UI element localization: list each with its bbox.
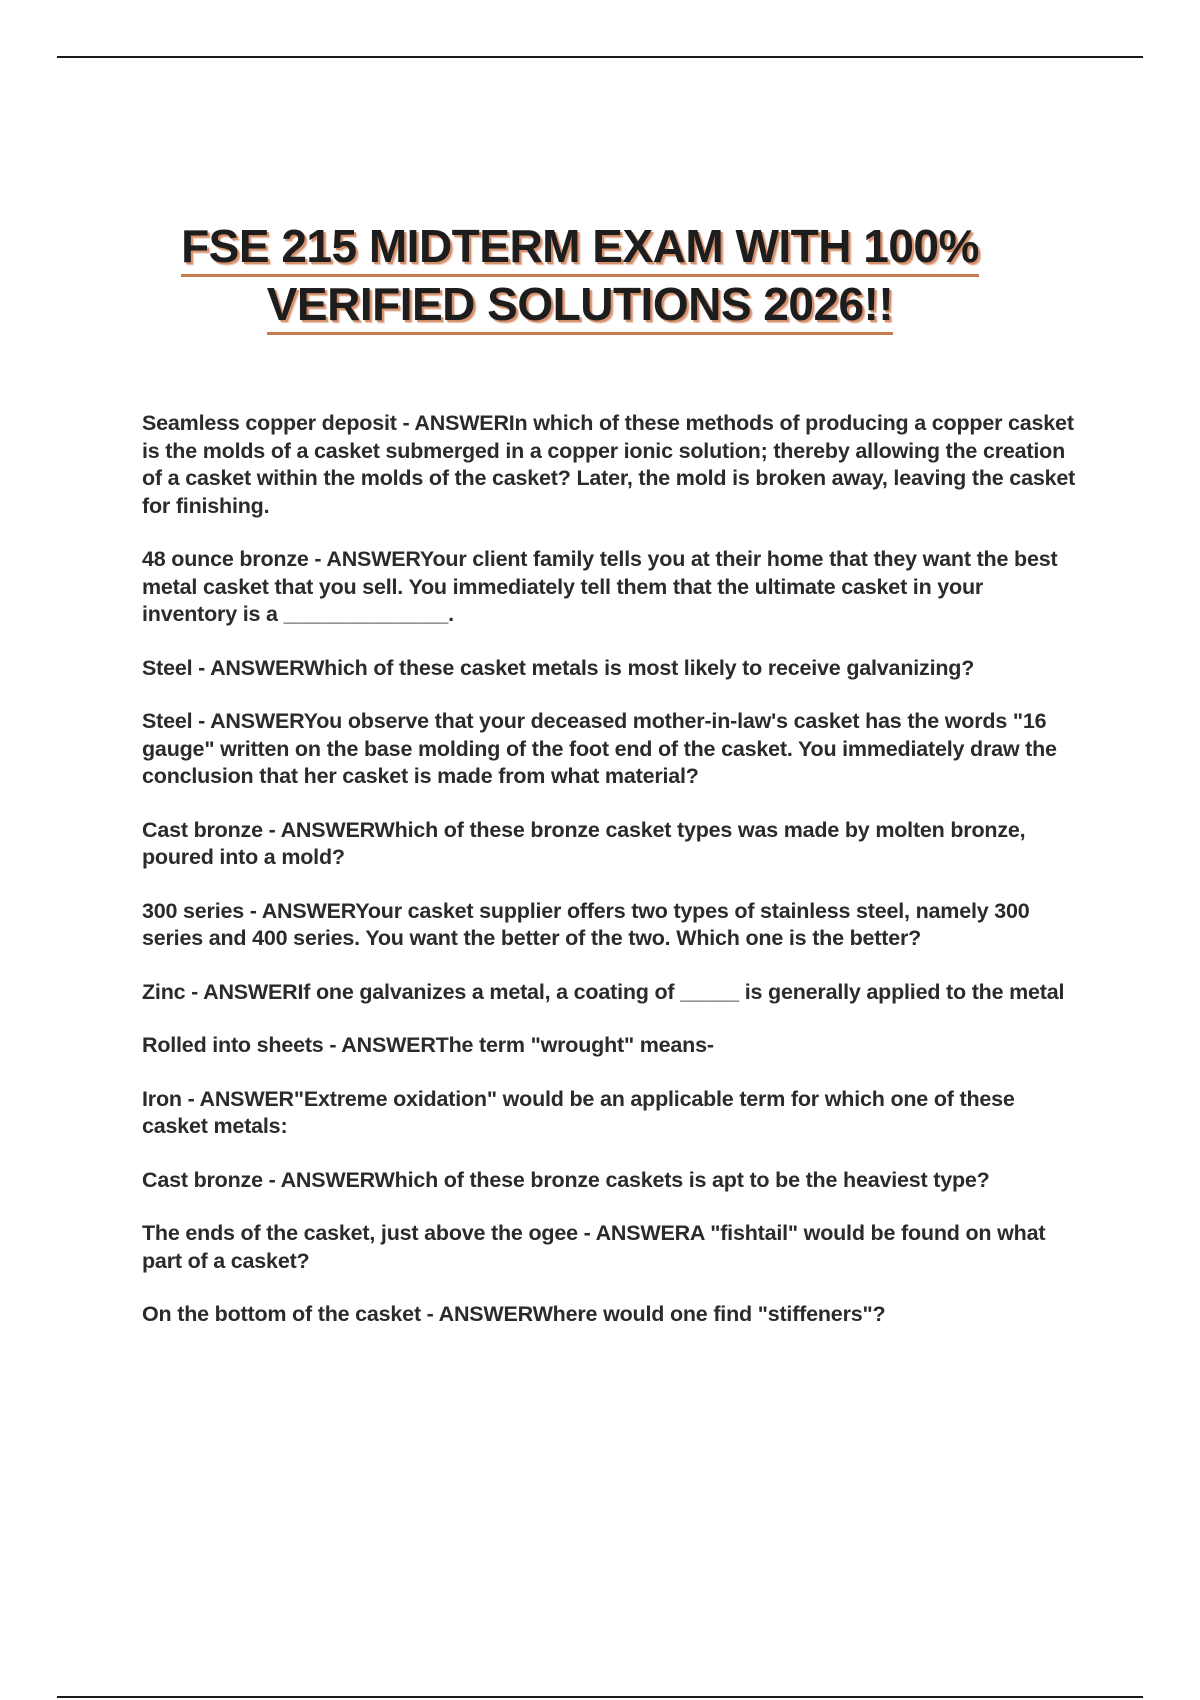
- answer-text: Cast bronze: [142, 817, 263, 842]
- qa-entry: [142, 898, 1082, 953]
- title-line-1: FSE 215 MIDTERM EXAM WITH 100%: [181, 218, 979, 277]
- question-text: Which of these bronze casket types was made by molten bronze, poured into a mold?: [142, 817, 1026, 869]
- qa-entry: [142, 546, 1082, 629]
- answer-marker: - ANSWER: [192, 655, 305, 680]
- question-text: Where would one find "stiffeners"?: [532, 1302, 886, 1326]
- answer-text: Steel: [142, 709, 193, 733]
- question-text: Which of these casket metals is most likely to receive galvanizing?: [304, 655, 975, 680]
- question-text: You observe that your deceased mother-in-law's casket has the words "16 gauge" written on the base molding of the foot end of the casket. You immediately draw the conclusion that her casket is made from what material?: [142, 709, 1057, 788]
- question-text: If one galvanizes a metal, a coating of _____ is generally applied to the metal: [297, 979, 1065, 1004]
- qa-entry: [142, 1220, 1082, 1275]
- title-line-2: VERIFIED SOLUTIONS 2026!!: [267, 276, 894, 335]
- question-text: In which of these methods of producing a copper casket is the molds of a casket submerged in a copper ionic solution; thereby allowing the creation of a casket within the molds of the casket? Later, the mold is broken away, leaving the casket for finishing.: [142, 411, 1076, 518]
- answer-text: 300 series: [142, 898, 245, 923]
- answer-text: On the bottom of the casket: [142, 1302, 421, 1326]
- question-text: Your casket supplier offers two types of stainless steel, namely 300 series and 400 series. You want the better of the two. Which one is the better?: [142, 898, 1030, 950]
- top-rule: [57, 56, 1143, 58]
- answer-text: Zinc: [142, 979, 186, 1004]
- qa-entry: [142, 1032, 1082, 1060]
- answer-marker: - ANSWER: [420, 1302, 533, 1326]
- answer-marker: - ANSWER: [396, 411, 509, 435]
- answer-text: 48 ounce bronze: [142, 547, 309, 571]
- question-text: A "fishtail" would be found on what part of a casket?: [142, 1221, 1046, 1273]
- question-text: The term "wrought" means-: [435, 1033, 714, 1057]
- answer-marker: - ANSWER: [192, 709, 304, 733]
- answer-marker: - ANSWER: [181, 1086, 294, 1111]
- answer-marker: - ANSWER: [262, 817, 375, 842]
- qa-entry: [142, 817, 1082, 872]
- bottom-rule: [57, 1696, 1143, 1698]
- document-title: [0, 218, 1160, 334]
- qa-entry: [142, 655, 1082, 683]
- answer-text: Cast bronze: [142, 1167, 263, 1192]
- qa-entry: [142, 979, 1082, 1007]
- answer-marker: - ANSWER: [577, 1221, 690, 1245]
- answer-marker: - ANSWER: [244, 898, 356, 923]
- answer-marker: - ANSWER: [185, 979, 298, 1004]
- question-text: "Extreme oxidation" would be an applicable term for which one of these casket metals:: [142, 1086, 1015, 1138]
- answer-marker: - ANSWER: [262, 1167, 375, 1192]
- answer-text: Rolled into sheets: [142, 1033, 324, 1057]
- answer-marker: - ANSWER: [323, 1033, 436, 1057]
- qa-entry: [142, 708, 1082, 791]
- question-text: Which of these bronze caskets is apt to be the heaviest type?: [374, 1167, 990, 1192]
- qa-entry: [142, 1086, 1082, 1141]
- answer-text: Iron: [142, 1086, 182, 1111]
- answer-text: Seamless copper deposit: [142, 411, 397, 435]
- qa-entry: [142, 410, 1082, 520]
- qa-entry: [142, 1167, 1082, 1195]
- answer-text: The ends of the casket, just above the ogee: [142, 1221, 578, 1245]
- answer-marker: - ANSWER: [308, 547, 420, 571]
- answer-text: Steel: [142, 655, 193, 680]
- qa-entry: [142, 1301, 1082, 1329]
- question-text: Your client family tells you at their home that they want the best metal casket that you sell. You immediately tell them that the ultimate casket in your inventory is a ______________.: [142, 547, 1058, 626]
- qa-list: [142, 410, 1082, 1355]
